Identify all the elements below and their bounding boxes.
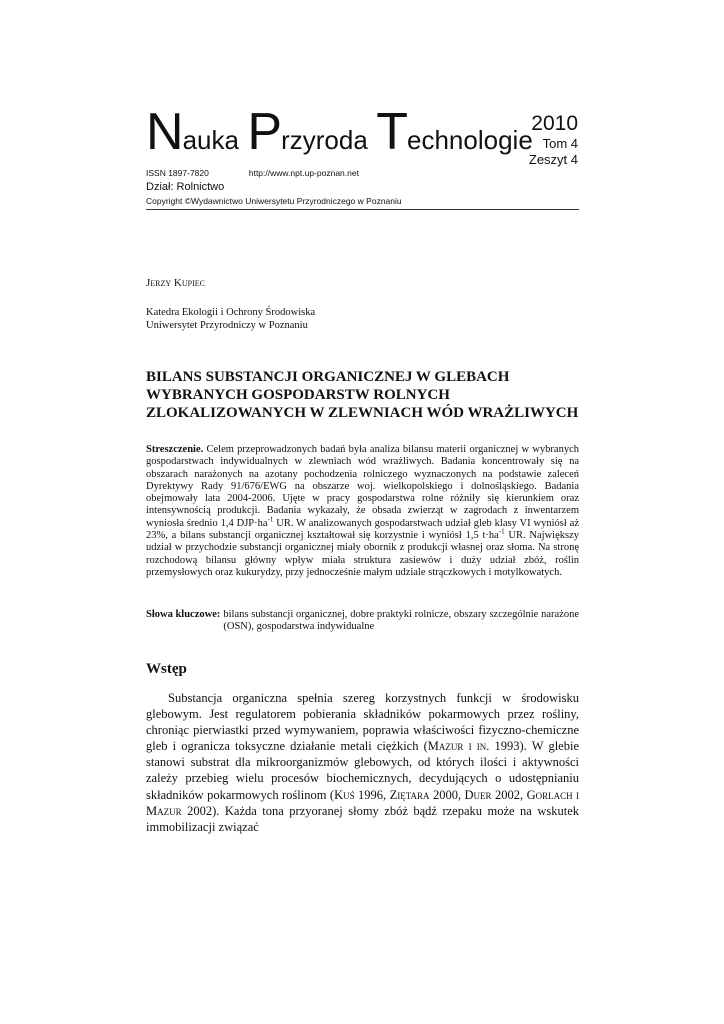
journal-meta bbox=[146, 168, 359, 178]
journal-title-word: echnologie bbox=[407, 125, 533, 155]
abstract-text: UR. Największy udział w przychodzie substancji organicznej miały obornik z produkcji własnej oraz słoma. Na stronę rozchodową bilansu główny wpływ miała struktura zasiewów i duży udział zbóż, roślin przemysłowych oraz kukurydzy, przy jednocześnie małym udziale strączkowych i motylkowatych. bbox=[146, 530, 579, 578]
body-text: 1996, bbox=[354, 787, 390, 802]
body-text: 2000, bbox=[429, 787, 465, 802]
keywords-text: bilans substancji organicznej, dobre praktyki rolnicze, obszary szczególnie narażone (OSN), gospodarstwa indywidualne bbox=[223, 609, 579, 633]
volume-number: Tom 4 bbox=[542, 136, 578, 151]
citation-author: Ziętara bbox=[389, 787, 430, 802]
abstract bbox=[146, 444, 579, 579]
keywords bbox=[146, 609, 579, 634]
section-label: Dział: Rolnictwo bbox=[146, 181, 225, 193]
journal-title-initial: N bbox=[146, 103, 183, 161]
body-text: 1993). W glebie stanowi substrat dla mikroorganizmów glebowych, od których ilości i aktywności zależy przebieg wielu procesów biochemicznych, decydujących o udostępnianiu składników pokarmowych roślinom ( bbox=[146, 739, 579, 802]
header-divider bbox=[146, 209, 579, 210]
copyright-notice: Copyright ©Wydawnictwo Uniwersytetu Przyrodniczego w Poznaniu bbox=[146, 196, 402, 206]
journal-url-link[interactable]: http://www.npt.up-poznan.net bbox=[248, 168, 359, 178]
journal-title-initial: T bbox=[376, 103, 408, 161]
author-first-name: Jerzy bbox=[146, 277, 172, 289]
paper-title bbox=[146, 368, 579, 422]
paper-title-line: BILANS SUBSTANCJI ORGANICZNEJ W GLEBACH bbox=[146, 369, 510, 385]
citation-author: Duer bbox=[464, 787, 492, 802]
abstract-superscript: -1 bbox=[498, 527, 505, 536]
paper-title-line: ZLOKALIZOWANYCH W ZLEWNIACH WÓD WRAŻLIWYCH bbox=[146, 405, 579, 421]
issue-number: Zeszyt 4 bbox=[528, 152, 578, 167]
keywords-label: Słowa kluczowe: bbox=[146, 609, 221, 620]
journal-title-word: rzyroda bbox=[281, 125, 368, 155]
body-text: Substancja organiczna spełnia szereg korzystnych funkcji w środowisku glebowym. Jest regulatorem pobierania składników pokarmowych przez rośliny, chroniąc pierwiastki przed wymywaniem, poprawia właściwości fizyczno-chemiczne gleb i ogranicza toksyczne działanie metali ciężkich ( bbox=[146, 691, 579, 754]
publication-year: 2010 bbox=[531, 112, 578, 135]
citation-author: Kuś bbox=[334, 787, 355, 802]
body-text: 2002). Każda tona przyoranej słomy zbóż bądź rzepaku może na wskutek immobilizacji związać bbox=[146, 803, 579, 834]
affiliation-university: Uniwersytet Przyrodniczy w Poznaniu bbox=[146, 320, 308, 331]
paper-title-line: WYBRANYCH GOSPODARSTW ROLNYCH bbox=[146, 387, 450, 403]
abstract-superscript: -1 bbox=[267, 515, 274, 524]
journal-title bbox=[146, 103, 537, 161]
citation-author: Gorlach i Mazur bbox=[146, 787, 580, 818]
citation-author: Mazur i in. bbox=[427, 739, 490, 754]
abstract-text: Celem przeprowadzonych badań była analiza bilansu materii organicznej w wybranych gospodarstwach indywidualnych w zlewniach wód wrażliwych. Badania koncentrowały się na obszarach narażonych na azotany pochodzenia rolniczego wyznaczonych na podstawie zaleceń Dyrektywy Rady 91/676/EWG na obszarze woj. wielkopolskiego i dolnośląskiego. Badania obejmowały lata 2004-2006. Ujęte w pracy gospodarstwa rolne różniły się kierunkiem oraz intensywnością produkcji. Badania wykazały, że obsada zwierząt w zagrodach z inwentarzem wyniosła średnio 1,4 DJP·ha bbox=[146, 444, 579, 529]
intro-paragraph bbox=[146, 690, 579, 835]
author-name bbox=[146, 277, 205, 289]
author-last-name: Kupiec bbox=[173, 277, 205, 289]
section-heading-intro: Wstęp bbox=[146, 661, 187, 677]
issn: ISSN 1897-7820 bbox=[146, 168, 209, 178]
abstract-label: Streszczenie. bbox=[146, 444, 204, 455]
abstract-text: UR. W analizowanych gospodarstwach udział gleb klasy VI wyniósł aż 23%, a bilans substancji organicznej kształtował się korzystnie i wyniósł 1,5 t·ha bbox=[146, 517, 579, 542]
affiliation-department: Katedra Ekologii i Ochrony Środowiska bbox=[146, 307, 316, 318]
journal-title-word: auka bbox=[182, 125, 239, 155]
body-text: 2002, bbox=[491, 787, 527, 802]
journal-title-initial: P bbox=[247, 103, 282, 161]
